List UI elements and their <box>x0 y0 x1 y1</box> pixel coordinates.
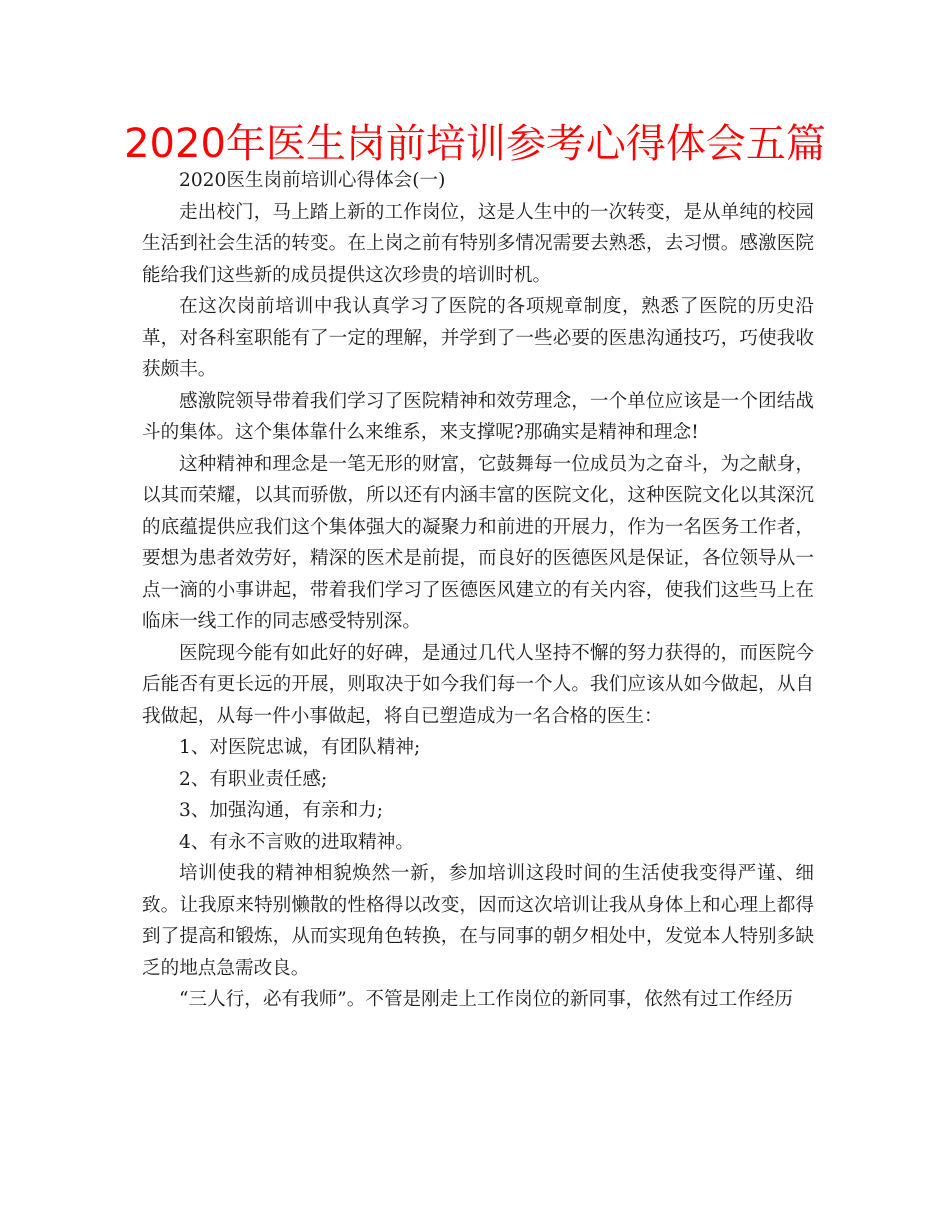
paragraph-1: 走出校门，马上踏上新的工作岗位，这是人生中的一次转变，是从单纯的校园生活到社会生活的转变。在上岗之前有特别多情况需要去熟悉，去习惯。感激医院能给我们这些新的成员提供这次珍贵的培训时机。 <box>142 201 814 286</box>
list-item-3: 3、加强沟通，有亲和力; <box>179 800 384 821</box>
paragraph-4: 这种精神和理念是一笔无形的财富，它鼓舞每一位成员为之奋斗，为之献身，以其而荣耀，以其而骄傲，所以还有内涵丰富的医院文化，这种医院文化以其深沉的底蕴提供应我们这个集体强大的凝聚力和前进的开展力，作为一名医务工作者，要想为患者效劳好，精深的医术是前提，而良好的医德医风是保证，各位领导从一点一滴的小事讲起，带着我们学习了医德医风建立的有关内容，使我们这些马上在临床一线工作的同志感受特别深。 <box>142 453 814 632</box>
section-subtitle: 2020医生岗前培训心得体会(一) <box>179 170 446 191</box>
list-item-1: 1、对医院忠诚，有团队精神; <box>179 737 421 758</box>
paragraph-2: 在这次岗前培训中我认真学习了医院的各项规章制度，熟悉了医院的历史沿革，对各科室职能有了一定的理解，并学到了一些必要的医患沟通技巧，巧使我收获颇丰。 <box>142 296 814 380</box>
paragraph-3: 感激院领导带着我们学习了医院精神和效劳理念，一个单位应该是一个团结战斗的集体。这个集体靠什么来维系，来支撑呢?那确实是精神和理念! <box>142 390 814 443</box>
document-body <box>142 165 814 1016</box>
document-title: 2020年医生岗前培训参考心得体会五篇 <box>124 121 826 167</box>
list-item-4: 4、有永不言败的进取精神。 <box>179 831 414 853</box>
paragraph-6: 培训使我的精神相貌焕然一新，参加培训这段时间的生活使我变得严谨、细致。让我原来特别懒散的性格得以改变，因而这次培训让我从身体上和心理上都得到了提高和锻炼，从而实现角色转换，在与同事的朝夕相处中，发觉本人特别多缺乏的地点急需改良。 <box>142 863 814 979</box>
paragraph-5: 医院现今能有如此好的好碑，是通过几代人坚持不懈的努力获得的，而医院今后能否有更长远的开展，则取决于如今我们每一个人。我们应该从如今做起，从自我做起，从每一件小事做起，将自已塑造成为一名合格的医生： <box>142 642 814 727</box>
paragraph-7: “三人行，必有我师”。不管是刚走上工作岗位的新同事，依然有过工作经历 <box>179 989 794 1010</box>
list-item-2: 2、有职业责任感; <box>179 768 328 790</box>
